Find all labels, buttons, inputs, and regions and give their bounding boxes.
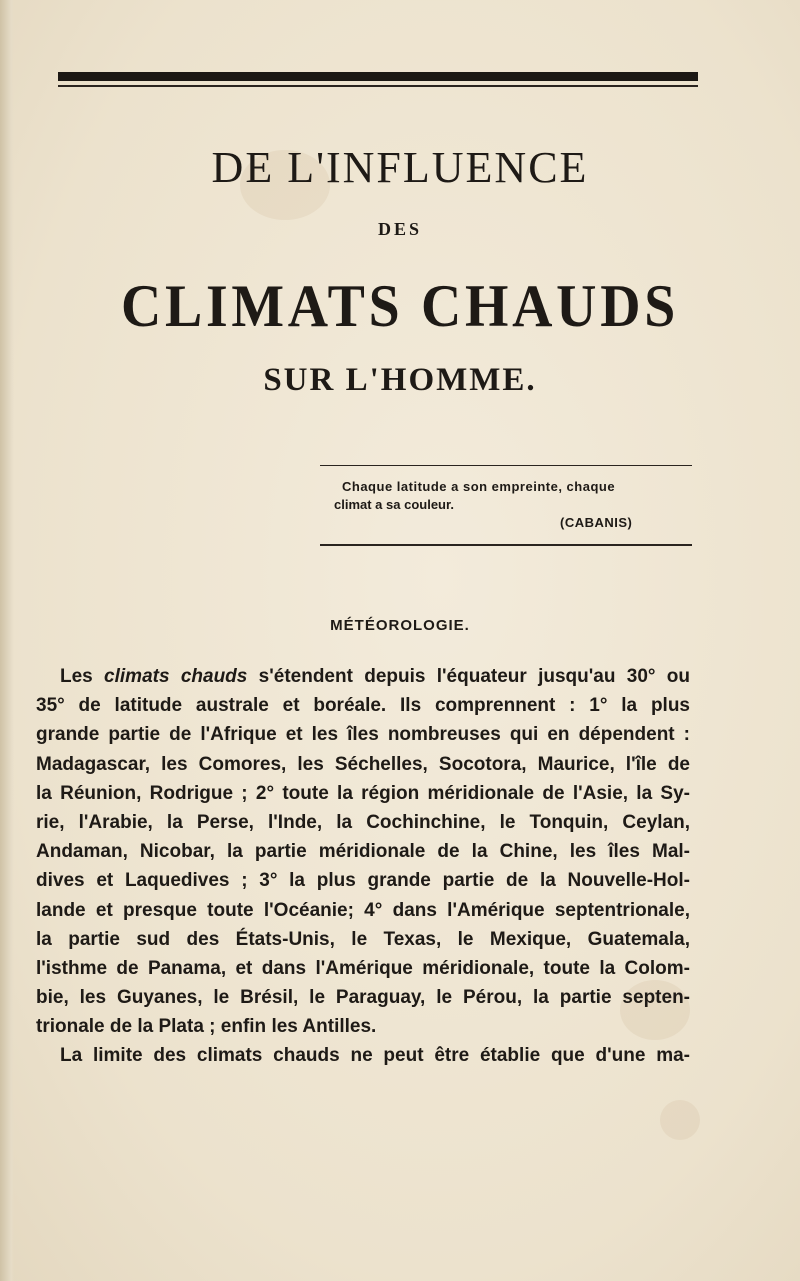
paragraph-1-line-1 (36, 662, 690, 691)
epigraph (334, 478, 696, 514)
title-line-3: CLIMATS CHAUDS (121, 273, 679, 339)
paragraph-1-line: bie, les Guyanes, le Brésil, le Paraguay, le Pérou, la partie septen- (36, 987, 690, 1009)
paragraph-1-line: 35° de latitude australe et boréale. Ils comprennent : 1° la plus (36, 695, 690, 717)
epigraph-attribution: (CABANIS) (560, 515, 633, 530)
epigraph-rule-top (320, 465, 692, 466)
paragraph-1-line: dives et Laquedives ; 3° la plus grande partie de la Nouvelle-Hol- (36, 870, 690, 892)
paragraph-1-line: l'isthme de Panama, et dans l'Amérique méridionale, toute la Colom- (36, 957, 690, 979)
title-line-2: DES (377, 219, 422, 239)
paragraph-2-line-1: La limite des climats chauds ne peut être établie que d'une ma- (60, 1045, 690, 1067)
italic-term: climats chauds (104, 666, 248, 687)
line-suffix: s'étendent depuis l'équateur jusqu'au 30° ou (247, 666, 690, 687)
header-rule-thin (58, 85, 698, 87)
paper-stain (660, 1100, 700, 1140)
paragraph-1-line: la partie sud des États-Unis, le Texas, le Mexique, Guatemala, (36, 928, 690, 950)
title-line-1: DE L'INFLUENCE (211, 143, 589, 192)
line-prefix: Les (60, 666, 105, 687)
epigraph-rule-bottom (320, 544, 692, 546)
paragraph-1-line: rie, l'Arabie, la Perse, l'Inde, la Cochinchine, le Tonquin, Ceylan, (36, 811, 690, 833)
epigraph-line-2: climat a sa couleur. (334, 497, 454, 512)
paragraph-1-line: lande et presque toute l'Océanie; 4° dans l'Amérique septentrionale, (36, 899, 690, 921)
paragraph-1-line-last: trionale de la Plata ; enfin les Antilles. (36, 1016, 377, 1038)
section-heading: MÉTÉOROLOGIE. (330, 617, 470, 634)
header-rule-thick (58, 72, 698, 81)
paragraph-1-line: Andaman, Nicobar, la partie méridionale de la Chine, les îles Mal- (36, 841, 690, 863)
epigraph-line-1: Chaque latitude a son empreinte, chaque (342, 479, 616, 494)
paragraph-1-line: Madagascar, les Comores, les Séchelles, Socotora, Maurice, l'île de (36, 753, 690, 775)
body-text (36, 662, 690, 1071)
title-line-4: SUR L'HOMME. (263, 362, 537, 398)
paragraph-1-line: la Réunion, Rodrigue ; 2° toute la région méridionale de l'Asie, la Sy- (36, 782, 690, 804)
paragraph-1-line: grande partie de l'Afrique et les îles nombreuses qui en dépendent : (36, 724, 690, 746)
